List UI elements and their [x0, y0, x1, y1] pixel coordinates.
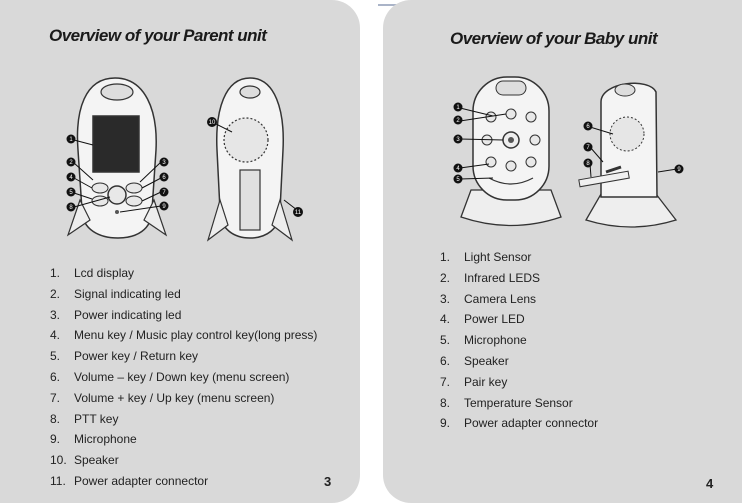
callout-label: 6	[586, 124, 590, 131]
callout-label: 11	[294, 210, 302, 217]
parent-unit-back-view	[208, 78, 292, 240]
callout-label: 7	[586, 145, 590, 152]
callout-label: 3	[162, 160, 166, 167]
page-number: 4	[706, 476, 714, 491]
callout-label: 4	[456, 166, 460, 173]
page-title: Overview of your Parent unit	[49, 26, 267, 45]
callout-label: 2	[456, 118, 460, 125]
parent-unit-illustration	[60, 70, 310, 245]
parent-unit-front-view	[68, 78, 166, 238]
lcd-screen	[93, 116, 139, 172]
page-title: Overview of your Baby unit	[450, 29, 658, 48]
callout-label: 4	[69, 175, 73, 182]
page-number: 3	[324, 474, 332, 489]
callout-label: 7	[162, 190, 166, 197]
baby-unit-back-view	[579, 83, 676, 227]
speaker-grille	[224, 118, 268, 162]
manual-page-baby-unit: Overview of your Baby unit 1 2 3 4 5 6 7 8 9 1. Light Sensor 2. Infrared LEDS 3. Camera Lens 4. Power LED 5. Microphone 6. Speaker 7. Pair key 8. Temperature Sensor 9. Power adapter connector 4	[383, 0, 742, 503]
callout-label: 8	[586, 161, 590, 168]
callout-label: 9	[677, 167, 681, 174]
baby-unit-illustration	[451, 72, 691, 237]
callout-label: 10	[208, 120, 216, 127]
callout-label: 6	[162, 175, 166, 182]
callout-label: 1	[456, 105, 460, 112]
callout-label: 9	[162, 204, 166, 211]
callout-label: 1	[69, 137, 73, 144]
manual-page-parent-unit: Overview of your Parent unit 1 2 3 4 5 6 7 8 9 10 11 1. Lcd display 2. Signal indicating led 3. Power indicating led 4. Menu key / Music play control key(long press) 5. Power key / Return key 6. Volume – key / Down key (menu screen) 7. Volume + key / Up key (menu screen) 8. PTT key 9. Microphone 10. Speaker 11. Power adapter connector 3	[0, 0, 360, 503]
callout-label: 3	[456, 137, 460, 144]
callout-label: 8	[69, 205, 73, 212]
callout-label: 5	[456, 177, 460, 184]
callout-label: 5	[69, 190, 73, 197]
callout-label: 2	[69, 160, 73, 167]
baby-unit-front-view	[461, 77, 561, 226]
speaker-grille	[610, 117, 644, 151]
